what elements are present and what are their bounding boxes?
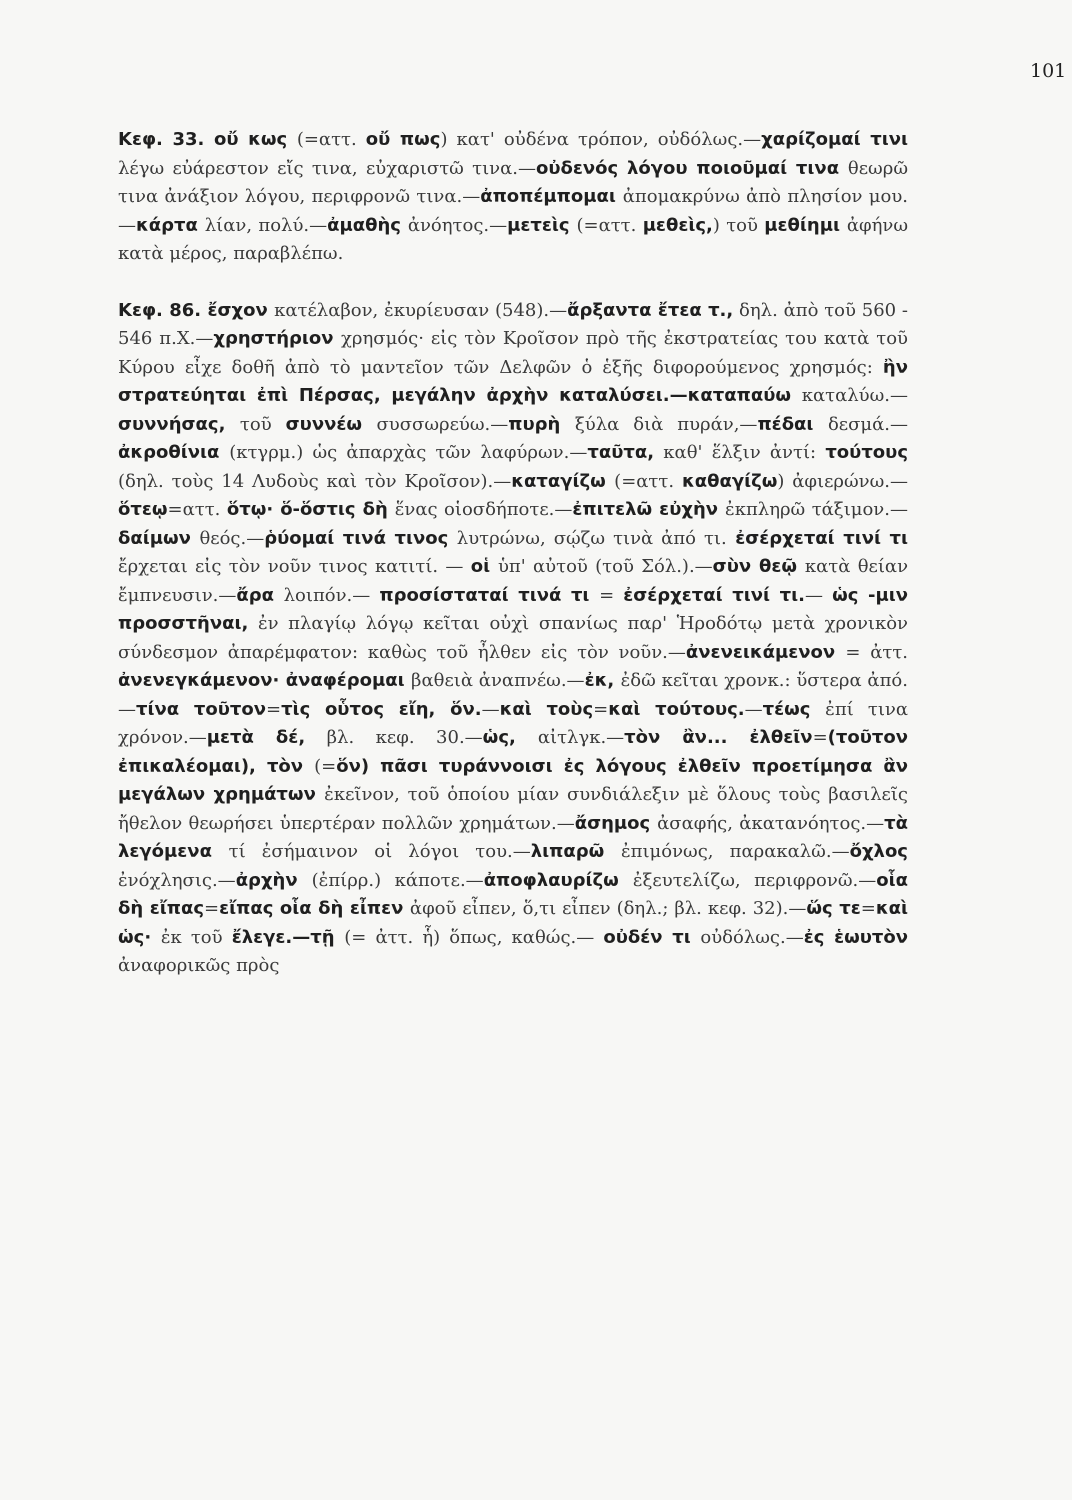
headword-term: δαίμων (118, 527, 200, 549)
gloss-text: ἀφοῦ εἶπεν, ὅ,τι εἶπεν (δηλ.; βλ. κεφ. 32).— (409, 898, 807, 919)
headword-term: τούτους (825, 442, 908, 463)
gloss-text: χρησμός· εἰς τὸν Κροῖσον πρὸ τῆς ἐκστρατείας του κατὰ τοῦ Κύρου εἶχε δοθῆ ἀπὸ τὸ μαντεῖον τῶν Δελφῶν ὁ ἑξῆς διφορούμενος χρησμός: (118, 328, 909, 378)
gloss-text: ξύλα διὰ πυράν,— (574, 413, 758, 435)
gloss-text: λίαν, πολύ.— (204, 214, 328, 236)
headword-term: ἄσημος (574, 812, 658, 834)
headword-term: ὅτεῳ (118, 499, 168, 520)
gloss-text: ἐκ τοῦ (160, 926, 232, 948)
headword-term: μεθίημι (764, 214, 847, 236)
headword-term: τίνα τοῦτον (136, 698, 266, 720)
gloss-text: =αττ. (167, 499, 227, 520)
gloss-text: — (805, 584, 833, 606)
gloss-text: ἐν πλαγίῳ λόγῳ κεῖται οὐχὶ σπανίως παρ' Ἡροδότῳ μετὰ χρονικὸν σύνδεσμον ἀπαρέμφατον: καθὼς τοῦ ἦλθεν εἰς τὸν νοῦν.— (118, 613, 908, 663)
headword-term: οὐδενός λόγου ποιοῦμαί τινα (535, 157, 848, 179)
gloss-text: βαθειὰ ἀναπνέω.— (411, 670, 585, 691)
gloss-text: ἐνόχλησις.— (118, 869, 236, 891)
gloss-text: ἀναφορικῶς πρὸς (118, 955, 280, 976)
gloss-text: ἐκεῖνον, τοῦ ὁποίου μίαν συνδιάλεξιν μὲ ὅλους τοὺς βασιλεῖς ἤθελον θεωρήσει ὑπερτέραν πολλῶν χρημάτων.— (118, 784, 908, 834)
gloss-text: = (860, 898, 876, 919)
gloss-text: ) κατ' οὐδένα τρόπον, οὐδόλως.— (440, 129, 762, 150)
gloss-text: λυτρώνω, σῴζω τινὰ ἀπό τι. (456, 527, 727, 549)
gloss-text: καθ' ἕλξιν ἀντί: (654, 442, 826, 463)
gloss-text: — (481, 698, 500, 720)
page-number: 101 (1030, 60, 1067, 82)
headword-term: ὄχλος (849, 841, 908, 862)
headword-term: πυρὴ (508, 413, 575, 435)
gloss-text: ἀπομακρύνω ἀπὸ πλησίον μου.— (118, 186, 908, 236)
gloss-text: ὑπ' αὐτοῦ (τοῦ Σόλ.).— (497, 556, 713, 577)
headword-term: ἐς ἑωυτὸν (803, 926, 909, 948)
headword-term: ὡς, (482, 727, 538, 748)
headword-term: ἐκ, (584, 670, 621, 691)
gloss-text: ) ἀφιερώνω.— (777, 470, 909, 492)
gloss-text: λέγω εὐάρεστον εἴς τινα, εὐχαριστῶ τινα.— (118, 157, 536, 179)
gloss-text: συσσωρεύω.— (376, 413, 509, 435)
headword-term: ἄρα (236, 584, 284, 606)
headword-term: οἷα δὴ εἴπας (118, 869, 908, 919)
headword-term: καὶ τοὺς (499, 698, 594, 720)
headword-term: ὡς -μιν προσστῆναι, (118, 584, 908, 634)
gloss-text: ἐπιμόνως, παρακαλῶ.— (621, 841, 850, 862)
headword-term: μεθεὶς, (642, 214, 713, 236)
headword-term: ῥύομαί τινά τινος (264, 527, 457, 549)
gloss-text: θεωρῶ τινα ἀνάξιον λόγου, περιφρονῶ τινα.— (118, 157, 908, 207)
gloss-text: (= ἀττ. ἧ) ὅπως, καθώς.— (344, 926, 604, 948)
headword-term: κάρτα (136, 214, 205, 236)
gloss-text: ἕνας οἱοσδήποτε.— (394, 499, 573, 520)
headword-term: οἱ (470, 556, 498, 577)
headword-term: (τοῦτον ἐπικαλέομαι), τὸν (118, 727, 909, 777)
headword-term: ἐσέρχεταί τινί τι (726, 527, 909, 549)
headword-term: σὺν θεῷ (712, 556, 805, 577)
headword-term: ἀρχὴν (235, 869, 312, 891)
gloss-text: ἀνόητος.— (407, 214, 508, 236)
headword-term: ἀνενεγκάμενον· ἀναφέρομαι (118, 670, 412, 691)
gloss-text: — (744, 698, 763, 720)
headword-term: ὅν) πᾶσι τυράννοισι ἐς λόγους ἐλθεῖν προετίμησα ἂν μεγάλων χρημάτων (118, 755, 908, 805)
headword-term: πέδαι (757, 413, 828, 435)
gloss-text: (κτγρμ.) ὡς ἀπαρχὰς τῶν λαφύρων.— (229, 442, 588, 463)
gloss-text: (δηλ. τοὺς 14 Λυδοὺς καὶ τὸν Κροῖσον).— (118, 470, 512, 492)
gloss-text: = (204, 898, 220, 919)
gloss-text: δεσμά.— (827, 413, 908, 435)
gloss-text: = ἀττ. (845, 641, 908, 663)
gloss-text: ἀφήνω κατὰ μέρος, παραβλέπω. (118, 214, 908, 264)
gloss-text: τοῦ (239, 413, 286, 435)
gloss-text: ἔρχεται εἰς τὸν νοῦν τινος κατιτί. — (118, 556, 471, 577)
gloss-text: (= (314, 755, 337, 777)
headword-term: οὔ πως (365, 129, 441, 150)
gloss-text: (=αττ. (296, 129, 366, 150)
headword-term: καὶ τούτους. (608, 698, 745, 720)
gloss-text: κατὰ θείαν ἔμπνευσιν.— (118, 556, 909, 606)
headword-term: ἀποφλαυρίζω (483, 869, 633, 891)
gloss-text: = (812, 727, 828, 748)
gloss-text: δηλ. ἀπὸ τοῦ 560 - 546 π.Χ.— (118, 299, 908, 349)
gloss-text: βλ. κεφ. 30.— (305, 727, 483, 748)
gloss-text: οὐδόλως.— (700, 926, 804, 948)
headword-term: ἄρξαντα ἔτεα τ., (567, 299, 734, 321)
headword-term: τὶς οὗτος εἴη, ὅν. (281, 698, 482, 720)
gloss-text: κατέλαβον, ἐκυρίευσαν (548).— (274, 299, 568, 321)
gloss-text: καταλύω.— (801, 385, 908, 406)
gloss-text: ἀσαφής, ἀκατανόητος.— (657, 812, 885, 834)
headword-term: χαρίζομαί τινι (761, 129, 909, 150)
gloss-text: (=αττ. (576, 214, 643, 236)
headword-term: χρηστήριον (213, 328, 342, 349)
headword-term: ἐσέρχεταί τινί τι. (623, 584, 805, 606)
headword-term: ἀκροθίνια (118, 442, 230, 463)
gloss-text: αἰτλγκ.— (537, 727, 625, 748)
headword-term: τὸν ἂν... ἐλθεῖν (624, 727, 813, 748)
gloss-text: = (593, 698, 609, 720)
headword-term: ἐπιτελῶ εὐχὴν (572, 499, 726, 520)
headword-term: συννέω (285, 413, 377, 435)
headword-term: Κεφ. 33. οὔ κως (118, 129, 297, 150)
gloss-text: = (265, 698, 282, 720)
headword-term: Κεφ. 86. ἔσχον (118, 299, 275, 321)
gloss-text: ἐκπληρῶ τάξιμον.— (725, 499, 908, 520)
headword-term: καταγίζω (511, 470, 615, 492)
headword-term: ὅτῳ· ὅ-ὅστις δὴ (226, 499, 395, 520)
gloss-text: ἐπί τινα χρόνον.— (118, 698, 908, 748)
document-body (118, 126, 908, 981)
headword-term: ταῦτα, (587, 442, 655, 463)
gloss-text: ἐδῶ κεῖται χρονκ.: ὕστερα ἀπό.— (118, 670, 908, 720)
gloss-text: = (599, 584, 624, 606)
gloss-text: τί ἐσήμαινον οἱ λόγοι του.— (228, 841, 531, 862)
headword-term: συννήσας, (118, 413, 240, 435)
headword-term: ἔλεγε.—τῇ (231, 926, 345, 948)
headword-term: ἢν στρατεύηται ἐπὶ Πέρσας, μεγάλην ἀρχὴν καταλύσει.—καταπαύω (118, 356, 908, 406)
headword-term: ἀποπέμπομαι (480, 186, 623, 207)
headword-term: προσίσταταί τινά τι (379, 584, 600, 606)
gloss-text: ἐξευτελίζω, περιφρονῶ.— (632, 869, 877, 891)
paragraph-chapter-86 (118, 297, 908, 981)
headword-term: οὐδέν τι (603, 926, 701, 948)
headword-term: τὰ λεγόμενα (118, 812, 908, 862)
gloss-text: (ἐπίρρ.) κάποτε.— (311, 869, 484, 891)
headword-term: εἴπας οἷα δὴ εἶπεν (219, 898, 410, 919)
headword-term: ἀνενεικάμενον (685, 641, 846, 663)
headword-term: ὥς τε (806, 898, 861, 919)
gloss-text: (=αττ. (614, 470, 682, 492)
headword-term: καὶ ὡς· (118, 898, 908, 948)
headword-term: μετὰ δέ, (206, 727, 306, 748)
gloss-text: ) τοῦ (712, 214, 765, 236)
headword-term: μετεὶς (507, 214, 577, 236)
gloss-text: θεός.— (199, 527, 265, 549)
headword-term: λιπαρῶ (530, 841, 621, 862)
paragraph-chapter-33 (118, 126, 908, 269)
headword-term: καθαγίζω (681, 470, 778, 492)
gloss-text: λοιπόν.— (283, 584, 380, 606)
headword-term: τέως (762, 698, 826, 720)
headword-term: ἀμαθὴς (327, 214, 408, 236)
